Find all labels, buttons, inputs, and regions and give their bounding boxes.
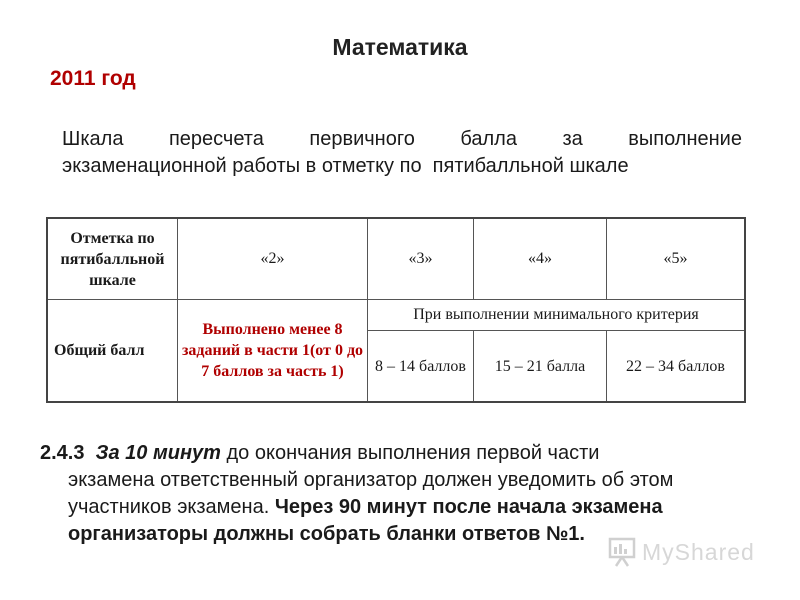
table-row [47,300,745,331]
intro-word: Шкала [62,128,124,150]
grade-2-header: «2» [178,218,368,300]
grade-4-header: «4» [474,218,607,300]
intro-line-2: экзаменационной работы в отметку по пятибалльной шкале [62,155,629,177]
intro-word: выполнение [628,128,742,150]
page-title: Математика [332,34,468,60]
intro-line-1 [62,126,742,153]
paragraph-bold-text: организаторы должны собрать бланки ответов №1. [68,523,585,545]
grade-conversion-table [46,217,746,403]
intro-word: балла [460,128,517,150]
grade-3-header: «3» [368,218,474,300]
intro-text [62,126,742,180]
grade-4-range-cell: 15 – 21 балла [474,331,607,403]
intro-word: первичного [309,128,415,150]
intro-word: за [562,128,583,150]
rule-paragraph [40,440,770,548]
intro-word: пересчета [168,128,264,150]
table-header-row [47,218,745,300]
paragraph-line-3 [40,494,770,521]
watermark [608,537,755,567]
paragraph-text: участников экзамена. [68,496,275,518]
grade-2-criterion-cell: Выполнено менее 8 заданий в части 1(от 0 до 7 баллов за часть 1) [178,300,368,403]
paragraph-line-1 [40,440,770,467]
row-label-cell: Общий балл [47,300,178,403]
minimum-criterion-cell: При выполнении минимального критерия [368,300,746,331]
watermark-text: MyShared [642,538,755,565]
header-label-cell: Отметка по пятибалльной шкале [47,218,178,300]
paragraph-line-2: экзамена ответственный организатор должен уведомить об этом [68,469,674,491]
paragraph-text: до окончания выполнения первой части [220,442,600,464]
paragraph-bold-text: Через 90 минут после начала экзамена [274,496,663,518]
year-heading: 2011 год [50,67,136,90]
grade-5-header: «5» [607,218,746,300]
paragraph-number: 2.4.3 [40,442,85,464]
presentation-board-icon [608,537,636,567]
grade-5-range-cell: 22 – 34 баллов [607,331,746,403]
grade-3-range-cell: 8 – 14 баллов [368,331,474,403]
paragraph-italic-text: За 10 минут [95,442,221,464]
